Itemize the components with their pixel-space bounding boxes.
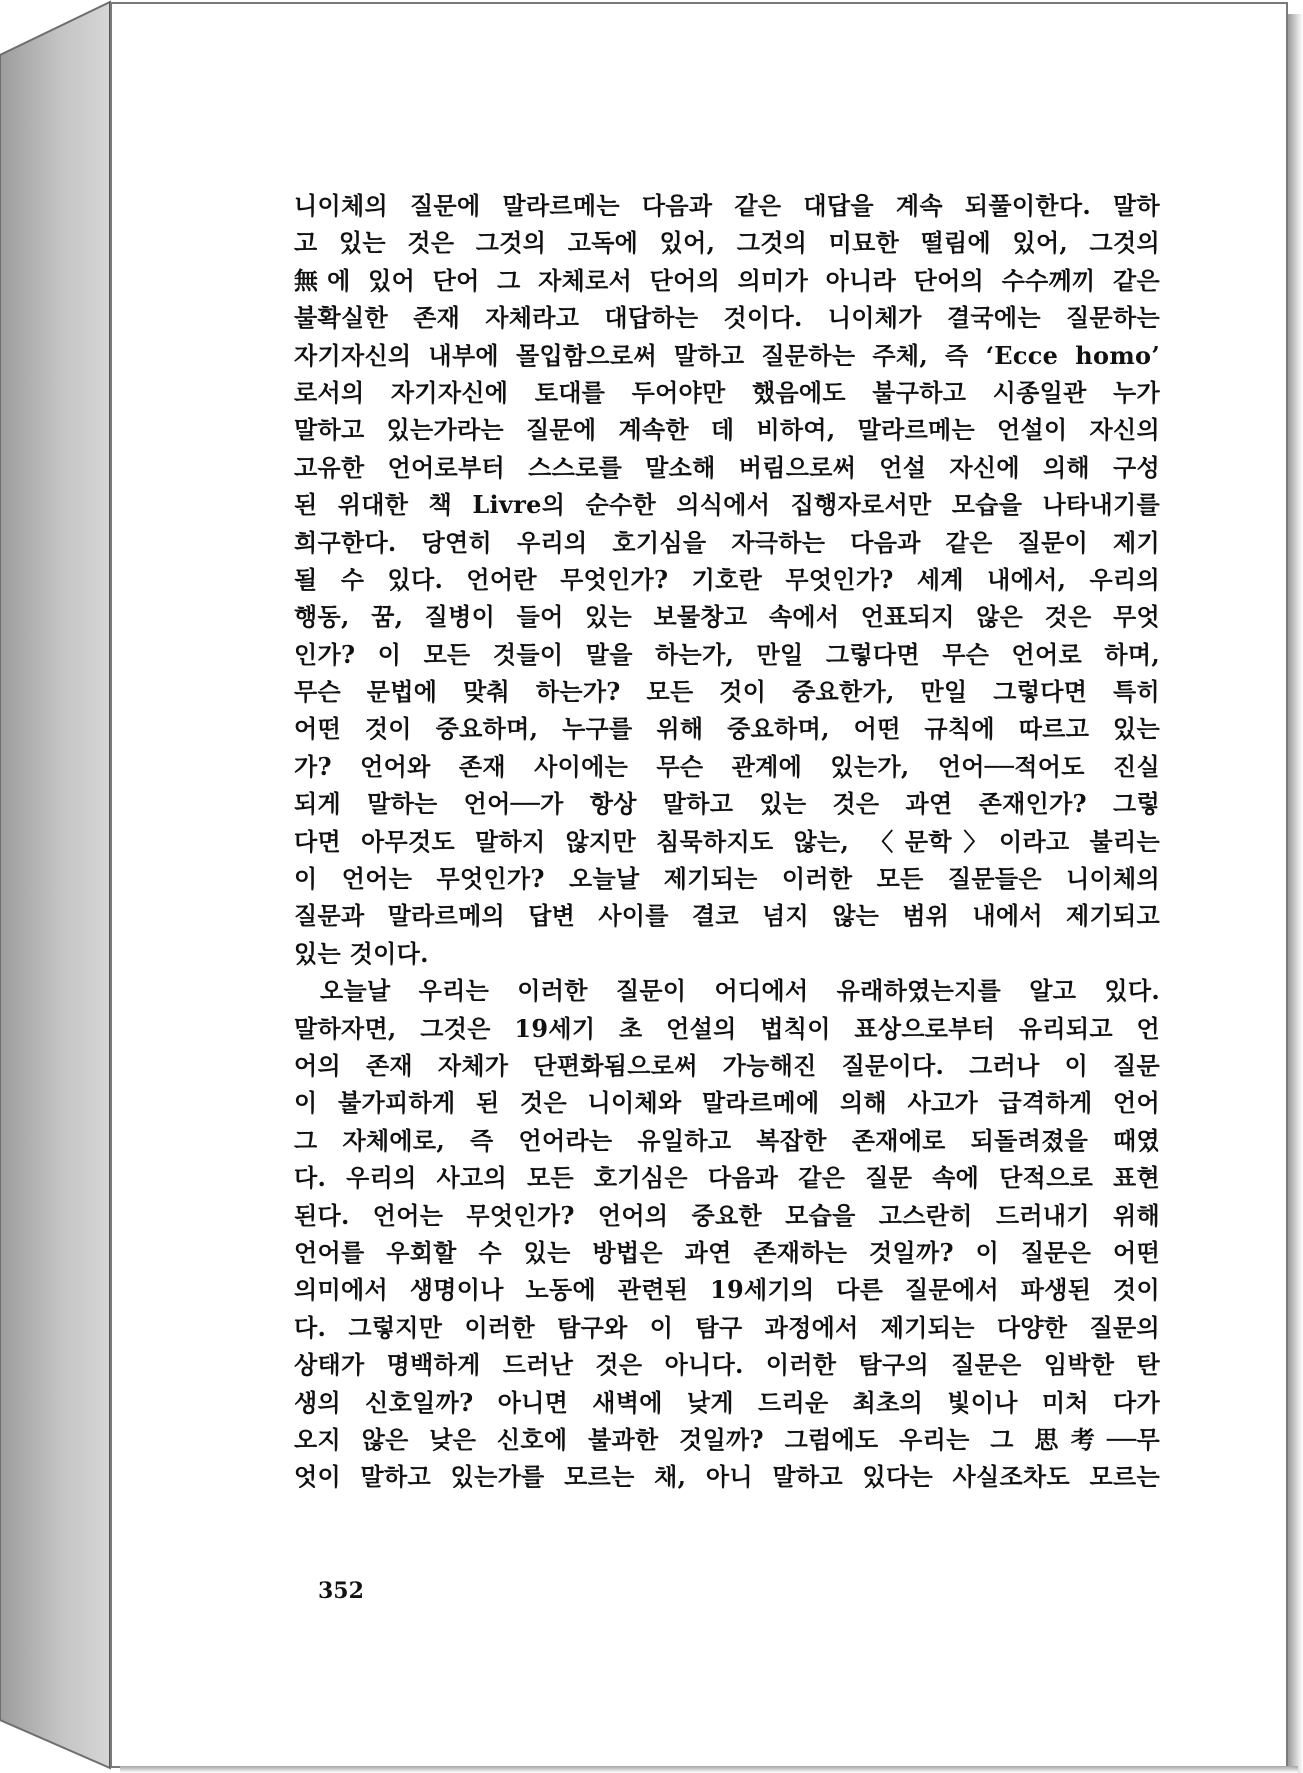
text-line: 인가? 이 모든 것들이 말을 하는가, 만일 그렇다면 무슨 언어로 하며, (294, 639, 1160, 669)
page-shadow-right (1288, 14, 1303, 1773)
text-line: 이 불가피하게 된 것은 니이체와 말라르메에 의해 사고가 급격하게 언어 (294, 1088, 1160, 1118)
text-line: 無에 있어 단어 그 자체로서 단어의 의미가 아니라 단어의 수수께끼 같은 (294, 265, 1160, 295)
text-line: 엇이 말하고 있는가를 모르는 채, 아니 말하고 있다는 사실조차도 모르는 (294, 1462, 1160, 1492)
text-line: 그 자체에로, 즉 언어라는 유일하고 복잡한 존재에로 되돌려졌을 때였 (294, 1125, 1160, 1155)
text-line: 다. 우리의 사고의 모든 호기심은 다음과 같은 질문 속에 단적으로 표현 (294, 1163, 1160, 1193)
text-line: 무슨 문법에 맞춰 하는가? 모든 것이 중요한가, 만일 그렇다면 특히 (294, 677, 1160, 707)
text-line: 희구한다. 당연히 우리의 호기심을 자극하는 다음과 같은 질문이 제기 (294, 527, 1160, 557)
page-shadow-bottom (120, 1766, 1298, 1773)
text-line: 고유한 언어로부터 스스로를 말소해 버림으로써 언설 자신에 의해 구성 (294, 452, 1160, 482)
text-line: 된 위대한 책 Livre의 순수한 의식에서 집행자로서만 모습을 나타내기를 (294, 490, 1160, 520)
page-text (294, 187, 1160, 1496)
text-line: 오지 않은 낮은 신호에 불과한 것일까? 그럼에도 우리는 그 思考──무 (294, 1424, 1160, 1454)
text-line: 있는 것이다. (294, 938, 429, 968)
text-line: 행동, 꿈, 질병이 들어 있는 보물창고 속에서 언표되지 않은 것은 무엇 (294, 602, 1160, 632)
text-line: 질문과 말라르메의 답변 사이를 결코 넘지 않는 범위 내에서 제기되고 (294, 901, 1160, 931)
text-line: 생의 신호일까? 아니면 새벽에 낮게 드리운 최초의 빛이나 미처 다가 (294, 1387, 1160, 1417)
text-line: 자기자신의 내부에 몰입함으로써 말하고 질문하는 주체, 즉 ‘Ecce homo’ (294, 340, 1160, 370)
text-line: 어떤 것이 중요하며, 누구를 위해 중요하며, 어떤 규칙에 따르고 있는 (294, 714, 1160, 744)
text-line: 고 있는 것은 그것의 고독에 있어, 그것의 미묘한 떨림에 있어, 그것의 (294, 228, 1160, 258)
text-line: 다면 아무것도 말하지 않지만 침묵하지도 않는, 〈문학〉이라고 불리는 (294, 826, 1160, 856)
text-line: 상태가 명백하게 드러난 것은 아니다. 이러한 탐구의 질문은 임박한 탄 (294, 1350, 1160, 1380)
text-line: 의미에서 생명이나 노동에 관련된 19세기의 다른 질문에서 파생된 것이 (294, 1275, 1160, 1305)
text-line: 로서의 자기자신에 토대를 두어야만 했음에도 불구하고 시종일관 누가 (294, 377, 1160, 407)
book-spine-graphic (0, 0, 112, 1773)
text-line: 된다. 언어는 무엇인가? 언어의 중요한 모습을 고스란히 드러내기 위해 (294, 1200, 1160, 1230)
text-line: 니이체의 질문에 말라르메는 다음과 같은 대답을 계속 되풀이한다. 말하 (294, 191, 1160, 220)
text-line: 될 수 있다. 언어란 무엇인가? 기호란 무엇인가? 세계 내에서, 우리의 (294, 564, 1160, 594)
page-number: 352 (318, 1578, 364, 1604)
text-line: 말하자면, 그것은 19세기 초 언설의 법칙이 표상으로부터 유리되고 언 (294, 1013, 1160, 1043)
text-line: 언어를 우회할 수 있는 방법은 과연 존재하는 것일까? 이 질문은 어떤 (294, 1237, 1160, 1267)
text-line: 불확실한 존재 자체라고 대답하는 것이다. 니이체가 결국에는 질문하는 (294, 303, 1160, 333)
book-spine (0, 0, 112, 1773)
text-line: 되게 말하는 언어──가 항상 말하고 있는 것은 과연 존재인가? 그렇 (294, 789, 1160, 819)
text-line: 이 언어는 무엇인가? 오늘날 제기되는 이러한 모든 질문들은 니이체의 (294, 864, 1160, 894)
text-line: 말하고 있는가라는 질문에 계속한 데 비하여, 말라르메는 언설이 자신의 (294, 415, 1160, 445)
paragraph-first-line: 오늘날 우리는 이러한 질문이 어디에서 유래하였는지를 알고 있다. (320, 976, 1160, 1006)
text-line: 다. 그렇지만 이러한 탐구와 이 탐구 과정에서 제기되는 다양한 질문의 (294, 1312, 1160, 1342)
text-line: 어의 존재 자체가 단편화됨으로써 가능해진 질문이다. 그러나 이 질문 (294, 1050, 1160, 1080)
text-line: 가? 언어와 존재 사이에는 무슨 관계에 있는가, 언어──적어도 진실 (294, 751, 1160, 781)
